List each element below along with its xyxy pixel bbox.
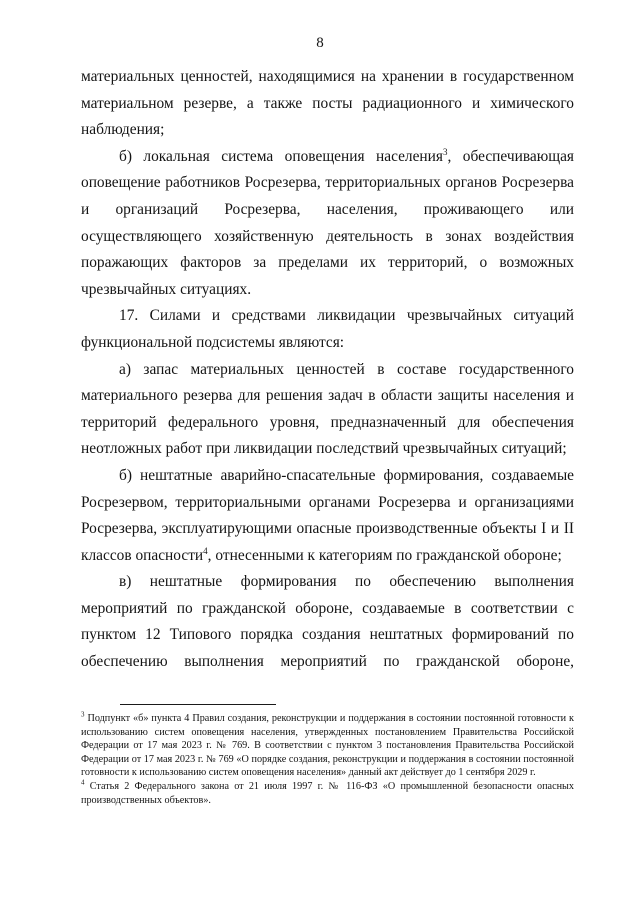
footnote-ref-4: 4	[203, 545, 208, 556]
footnote-marker-4: 4	[81, 778, 85, 787]
paragraph-2-text-start: б) локальная система оповещения населения	[119, 147, 443, 165]
footnote-3-text: Подпункт «б» пункта 4 Правил создания, реконструкции и поддержания в состоянии постоянной готовности к использованию систем оповещения населения, утвержденных постановлением Правительства Российской Федерации от 17 мая 2023 г. № 769. В соответствии с пунктом 3 постановления Правительства Российской Федерации от 17 мая 2023 г. № 769 «О порядке создания, реконструкции и поддержания в состоянии постоянной готовности к использованию систем оповещения населения» данный акт действует до 1 сентября 2029 г.	[81, 713, 574, 779]
paragraph-2-text-end: , обеспечивающая оповещение работников Росрезерва, территориальных органов Росрезерва и организаций Росрезерва, населения, проживающего или осуществляющего хозяйственную деятельность в зонах воздействия поражающих факторов за пределами их территорий, о возможных чрезвычайных ситуациях.	[81, 147, 574, 298]
footnote-marker-3: 3	[81, 710, 85, 719]
paragraph-6: в) нештатные формирования по обеспечению выполнения мероприятий по гражданской обороне, создаваемые в соответствии с пунктом 12 Типового порядка создания нештатных формирований по обеспечению выполнения мероприятий по гражданской обороне,	[81, 573, 574, 671]
page-number: 8	[316, 35, 324, 51]
paragraph-2	[81, 144, 574, 304]
footnote-3	[81, 712, 574, 780]
footnotes	[81, 712, 574, 807]
paragraph-5-text-end: , отнесенными к категориям по гражданской обороне;	[207, 546, 562, 564]
paragraph-5-text-start: б) нештатные аварийно-спасательные формирования, создаваемые Росрезервом, территориальными органами Росрезерва и организациями Росрезерва, эксплуатирующими опасные производственные объекты I и II классов опасности	[81, 466, 574, 564]
body-text	[81, 64, 574, 676]
footnote-separator	[120, 704, 276, 705]
footnote-ref-3: 3	[443, 146, 448, 157]
paragraph-4: а) запас материальных ценностей в составе государственного материального резерва для решения задач в области защиты населения и территорий федерального уровня, предназначенный для обеспечения неотложных работ при ликвидации последствий чрезвычайных ситуаций;	[81, 360, 574, 458]
paragraph-3: 17. Силами и средствами ликвидации чрезвычайных ситуаций функциональной подсистемы являются:	[81, 307, 574, 351]
footnote-4	[81, 780, 574, 807]
paragraph-1: материальных ценностей, находящимися на хранении в государственном материальном резерве, а также посты радиационного и химического наблюдения;	[81, 68, 574, 139]
paragraph-5	[81, 463, 574, 569]
footnote-4-text: Статья 2 Федерального закона от 21 июля 1997 г. № 116-ФЗ «О промышленной безопасности опасных производственных объектов».	[81, 780, 574, 806]
